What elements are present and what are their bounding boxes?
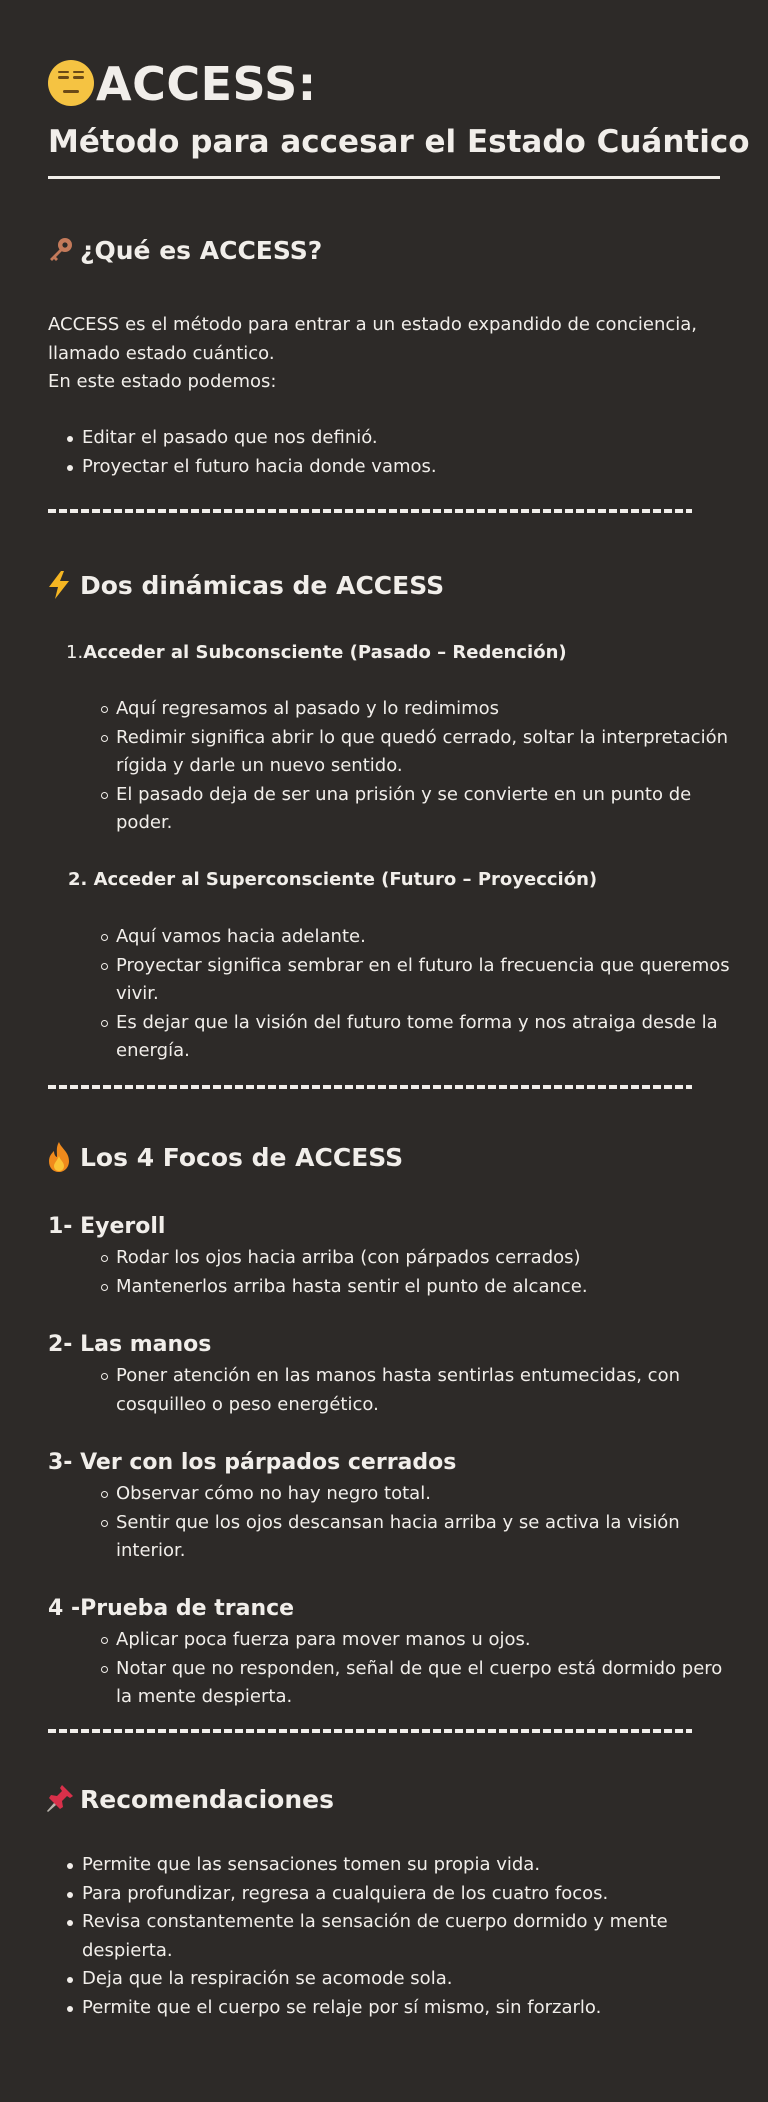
title-underline [48, 176, 720, 179]
dashed-divider [48, 1085, 692, 1089]
foco-3-title: 3- Ver con los párpados cerrados [48, 1450, 457, 1475]
page-title: ACCESS: [96, 57, 317, 111]
list-item: Permite que las sensaciones tomen su propia vida. [82, 1851, 668, 1880]
foco-2-title: 2- Las manos [48, 1332, 212, 1357]
dinamica-1-number: 1. [66, 642, 84, 663]
foco-3-list [116, 1480, 680, 1566]
key-icon [46, 236, 74, 264]
list-item: El pasado deja de ser una prisión y se convierte en un punto de poder. [116, 781, 728, 838]
list-item: Aplicar poca fuerza para mover manos u ojos. [116, 1626, 722, 1655]
dinamica-1-title: Acceder al Subconsciente (Pasado – Redención) [83, 642, 567, 663]
foco-4-title: 4 -Prueba de trance [48, 1596, 295, 1621]
list-item: Deja que la respiración se acomode sola. [82, 1965, 668, 1994]
dinamica-1-heading [66, 640, 567, 666]
lightning-icon [46, 570, 72, 600]
recomendaciones-list [82, 1851, 668, 2022]
foco-1-list [116, 1244, 588, 1301]
paragraph-line: En este estado podemos: [48, 371, 277, 392]
list-item: Redimir significa abrir lo que quedó cerrado, soltar la interpretación rígida y darle un nuevo sentido. [116, 724, 728, 781]
foco-2-list [116, 1362, 680, 1419]
list-item: Notar que no responden, señal de que el cuerpo está dormido pero la mente despierta. [116, 1655, 722, 1712]
list-item: Aquí regresamos al pasado y lo redimimos [116, 695, 728, 724]
list-item: Editar el pasado que nos definió. [82, 424, 437, 453]
list-item: Revisa constantemente la sensación de cuerpo dormido y mente despierta. [82, 1908, 668, 1965]
page-subtitle: Método para accesar el Estado Cuántico [48, 124, 750, 160]
section-heading-que-es: ¿Qué es ACCESS? [80, 236, 323, 265]
dinamica-2-title: 2. Acceder al Superconsciente (Futuro – Proyección) [68, 869, 598, 890]
expressionless-face-icon [48, 60, 94, 106]
dashed-divider [48, 1729, 692, 1733]
list-item: Proyectar significa sembrar en el futuro la frecuencia que queremos vivir. [116, 952, 730, 1009]
que-es-list [82, 424, 437, 481]
list-item: Rodar los ojos hacia arriba (con párpados cerrados) [116, 1244, 588, 1273]
section-heading-dinamicas: Dos dinámicas de ACCESS [80, 571, 445, 600]
dinamica-2-list [116, 923, 730, 1066]
list-item: Observar cómo no hay negro total. [116, 1480, 680, 1509]
list-item: Permite que el cuerpo se relaje por sí mismo, sin forzarlo. [82, 1994, 668, 2023]
paragraph-line: llamado estado cuántico. [48, 342, 275, 364]
foco-4-list [116, 1626, 722, 1712]
section-heading-recomendaciones: Recomendaciones [80, 1785, 334, 1814]
fire-icon [45, 1141, 73, 1173]
list-item: Mantenerlos arriba hasta sentir el punto de alcance. [116, 1273, 588, 1302]
list-item: Proyectar el futuro hacia donde vamos. [82, 453, 437, 482]
foco-1-title: 1- Eyeroll [48, 1214, 166, 1239]
list-item: Aquí vamos hacia adelante. [116, 923, 730, 952]
list-item: Para profundizar, regresa a cualquiera de los cuatro focos. [82, 1880, 668, 1909]
que-es-paragraph [48, 311, 697, 397]
pushpin-icon [45, 1783, 75, 1813]
dashed-divider [48, 509, 692, 513]
paragraph-line: ACCESS es el método para entrar a un estado expandido de conciencia, [48, 314, 698, 335]
section-heading-focos: Los 4 Focos de ACCESS [80, 1143, 404, 1172]
list-item: Poner atención en las manos hasta sentirlas entumecidas, con cosquilleo o peso energético. [116, 1362, 680, 1419]
list-item: Sentir que los ojos descansan hacia arriba y se activa la visión interior. [116, 1509, 680, 1566]
dinamica-1-list [116, 695, 728, 838]
list-item: Es dejar que la visión del futuro tome forma y nos atraiga desde la energía. [116, 1009, 730, 1066]
